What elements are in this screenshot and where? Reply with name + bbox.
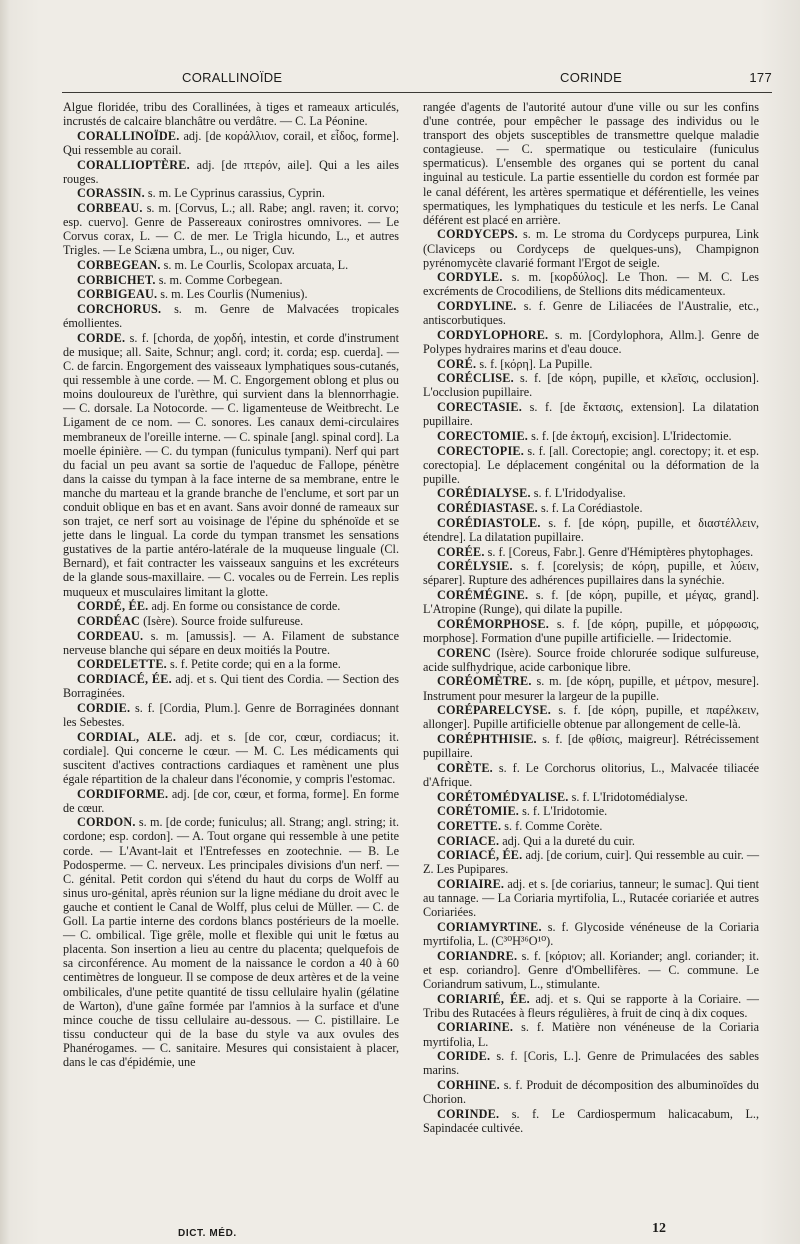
dictionary-entry [423, 804, 759, 818]
dictionary-entry [423, 834, 759, 848]
entry-definition: adj. [de κοράλλιον, corail, et εἶδος, forme]. Qui ressemble au corail. [63, 128, 399, 157]
entry-headword: CORÈTE. [437, 760, 493, 775]
dictionary-entry [423, 790, 759, 804]
left-running-head: CORALLINOÏDE [182, 70, 283, 85]
dictionary-entry [423, 328, 759, 356]
entry-headword: CORDYLE. [437, 270, 503, 285]
dictionary-entry [423, 949, 759, 991]
dictionary-entry [423, 761, 759, 789]
entry-definition: s. f. [de κόρη, pupille, et διαστέλλειν, étendre]. La dilatation pupillaire. [423, 515, 760, 544]
dictionary-entry [63, 302, 399, 330]
entry-headword: CORÉDIASTASE. [437, 501, 538, 516]
entry-headword: CORÉE. [437, 544, 485, 559]
entry-headword: CORDIFORME. [77, 786, 169, 801]
entry-headword: CORBIGEAU. [77, 287, 158, 302]
entry-definition: adj. et s. Qui se rapporte à la Coriaire. — Tribu des Rutacées à fleurs régulières, à fruit de cinq à dix coques. [423, 991, 759, 1020]
entry-definition: adj. [de corium, cuir]. Qui ressemble au cuir. — Z. Les Pupipares. [423, 848, 760, 877]
dictionary-entry [63, 186, 399, 200]
dictionary-entry [63, 730, 399, 786]
dictionary-entry [63, 815, 399, 1069]
dictionary-entry [423, 732, 759, 760]
entry-headword: CORIACÉ, ÉE. [437, 848, 523, 863]
right-column [423, 100, 759, 1136]
entry-definition: (Isère). Source froide sulfureuse. [143, 613, 304, 628]
entry-headword: CORBEAU. [77, 201, 143, 216]
entry-definition: s. f. Le Cardiospermum halicacabum, L., Sapindacée cultivée. [423, 1106, 759, 1135]
dictionary-entry [63, 614, 399, 628]
entry-headword: CORÉLYSIE. [437, 559, 513, 574]
entry-headword: CORÉMORPHOSE. [437, 616, 549, 631]
entry-definition: adj. et s. [de coriarius, tanneur; le sumac]. Qui tient au tannage. — La Coriaria myrtifolia, L., Rutacée coriariée et autres Coriariées. [423, 877, 759, 920]
entry-definition: Algue floridée, tribu des Corallinées, à tiges et rameaux articulés, incrustés de calcaire blanchâtre ou verdâtre. — C. La Péonine. [63, 100, 399, 129]
entry-headword: CORÉDIASTOLE. [437, 515, 541, 530]
entry-definition: (Isère). Source froide chlorurée sodique sulfureuse, acide sulfhydrique, acide carbonique libre. [423, 645, 759, 674]
entry-definition: s. f. [κόριον; all. Koriander; angl. coriander; it. et esp. coriandro]. Genre d'Ombellifères. — C. commune. Le Coriandrum sativum, L., stimulante. [423, 948, 759, 991]
entry-headword: CORINDE. [437, 1106, 500, 1121]
entry-headword: CORDÉAC [77, 613, 141, 628]
dictionary-entry [423, 1020, 759, 1048]
dictionary-entry [423, 516, 759, 544]
entry-headword: CORDIE. [77, 700, 131, 715]
entry-definition: s. f. [Coreus, Fabr.]. Genre d'Hémiptères phytophages. [487, 544, 754, 559]
dictionary-entry [63, 258, 399, 272]
entry-definition: s. f. [de ἐκτομή, excision]. L'Iridectomie. [531, 428, 732, 443]
entry-headword: CORECTOMIE. [437, 428, 529, 443]
dictionary-entry [63, 657, 399, 671]
entry-definition: adj. En forme ou consistance de corde. [151, 599, 341, 614]
entry-definition: s. m. Les Courlis (Numenius). [160, 287, 308, 302]
entry-headword: CORÉTOMÉDYALISE. [437, 789, 569, 804]
entry-headword: CORIAMYRTINE. [437, 919, 542, 934]
left-column [63, 100, 399, 1070]
entry-headword: CORDYCEPS. [437, 227, 518, 242]
entry-headword: CORIACE. [437, 833, 500, 848]
entry-definition: s. f. Produit de décomposition des albuminoïdes du Chorion. [423, 1077, 760, 1107]
dictionary-entry [63, 672, 399, 700]
entry-headword: CORDIACÉ, ÉE. [77, 672, 172, 687]
dictionary-entry [423, 920, 759, 948]
entry-headword: CORDÉ, ÉE. [77, 599, 149, 614]
entry-definition: s. m. [Corvus, L.; all. Rabe; angl. raven; it. corvo; esp. cuervo]. Genre de Passereaux conirostres omnivores. — Le Corvus corax, L. — C. de mer. Le Trigla hicundo, L., et autres Trigles. — Le Sciæna umbra, L., ou niger, Cuv. [63, 201, 400, 258]
entry-definition: s. m. Comme Corbegean. [158, 272, 283, 287]
entry-definition: s. m. Le Courlis, Scolopax arcuata, L. [163, 258, 349, 272]
entry-definition: s. m. Le Cyprinus carassius, Cyprin. [147, 186, 325, 201]
dictionary-entry [423, 992, 759, 1020]
entry-headword: CORDIAL, ALE. [77, 729, 177, 744]
dictionary-entry [423, 227, 759, 269]
entry-definition: s. f. Genre de Liliacées de l'Australie, etc., antiscorbutiques. [423, 299, 760, 328]
dictionary-entry [423, 1107, 759, 1135]
entry-definition: s. m. Genre de Malvacées tropicales émollientes. [63, 302, 400, 331]
dictionary-entry [63, 273, 399, 287]
entry-headword: CORÉDIALYSE. [437, 486, 531, 501]
entry-headword: CORBEGEAN. [77, 258, 161, 272]
entry-headword: CORHINE. [437, 1077, 500, 1092]
entry-definition: s. m. [amussis]. — A. Filament de substance nerveuse blanche qui sépare en deux moitiés la Poutre. [63, 628, 400, 657]
entry-definition: s. f. [de κόρη, pupille, et μόρφωσις, morphose]. Formation d'une pupille artificielle. — Iridectomie. [423, 616, 760, 645]
signature-mark: DICT. MÉD. [178, 1228, 237, 1239]
entry-definition: s. f. Le Corchorus olitorius, L., Malvacée tiliacée d'Afrique. [423, 760, 760, 789]
entry-definition: s. f. [corelysis; de κόρη, pupille, et λύειν, séparer]. Rupture des adhérences pupillaires dans la synéchie. [423, 559, 759, 588]
dictionary-entry [63, 629, 399, 657]
entry-headword: CORÉPHTHISIE. [437, 732, 537, 746]
entry-definition: adj. et s. [de cor, cœur, cordiacus; it. cordiale]. Qui concerne le cœur. — M. C. Les médicaments qui suscitent d'actives contractions cardiaques et ramènent une plus égale répartition de la chaleur dans l'économie, y compris l'estomac. [63, 729, 400, 786]
entry-definition: s. f. Comme Corète. [504, 818, 603, 833]
entry-definition: s. f. [de ἔκτασις, extension]. La dilatation pupillaire. [423, 400, 760, 429]
entry-definition: adj. [de πτερόν, aile]. Qui a les ailes rouges. [63, 157, 399, 186]
entry-definition: s. f. [Coris, L.]. Genre de Primulacées des sables marins. [423, 1049, 759, 1078]
entry-headword: CORCHORUS. [77, 302, 162, 317]
header-rule [62, 92, 772, 93]
entry-headword: CORDYLINE. [437, 299, 517, 314]
entry-headword: CORIDE. [437, 1049, 491, 1064]
entry-definition: s. f. [de κόρη, pupille, et μέγας, grand]. L'Atropine (Runge), qui dilate la pupille. [423, 588, 759, 617]
entry-definition: s. f. [Cordia, Plum.]. Genre de Borraginées donnant les Sebestes. [63, 700, 399, 729]
entry-headword: CORÉ. [437, 356, 477, 371]
entry-headword: CORECTOPIE. [437, 443, 524, 458]
dictionary-entry [423, 429, 759, 443]
dictionary-entry [423, 357, 759, 371]
entry-definition: s. f. [chorda, de χορδή, intestin, et corde d'instrument de musique; all. Saite, Schnur; angl. cord; it. corda; esp. cuerda]. — C. de farcin. Engorgement des vaisseaux lymphatiques sous-cutanés, qui ressemble à une corde. — M. C. Engorgement oblong et plus ou moins douloureux de l'urèthre, qui survient dans la blennorrhagie. — C. dorsale. La Notocorde. — C. ligamenteuse de Weitbrecht. Le Ligament de ce nom. — C. sonores. Les canaux demi-circulaires membraneux de l'oreille interne. — C. spinale [angl. spinal cord]. La moelle épinière. — C. du tympan (funiculus tympani). Nerf qui part du facial un peu avant sa sortie de l'aqueduc de Fallope, pénètre dans la caisse du tympan à la face interne de sa membrane, entre le manche du marteau et la grande branche de l'enclume, et sort par un conduit oblique en bas et en avant. Sans avoir donné de rameaux sur son trajet, ce nerf sort au voisinage de l'épine du sphénoïde et se jette dans le lingual. La corde du tympan transmet les sensations gustatives de la partie antéro-latérale de la muqueuse linguale (Cl. Bernard), et fait contracter les vaisseaux sanguins et les excréteurs de la glande sous-maxillaire. — C. vocales ou de Ferrein. Les replis muqueux et musculaires limitant la glotte. [63, 330, 399, 599]
entry-definition: adj. [de cor, cœur, et forma, forme]. En forme de cœur. [63, 786, 400, 815]
entry-headword: CORDE. [77, 330, 126, 345]
entry-headword: CORALLINOÏDE. [77, 128, 180, 143]
entry-headword: CORÉCLISE. [437, 371, 514, 386]
entry-definition: adj. Qui a la dureté du cuir. [502, 833, 635, 848]
dictionary-entry [423, 703, 759, 731]
dictionary-entry [423, 819, 759, 833]
entry-definition: s. f. L'Iridotomédialyse. [571, 789, 688, 804]
entry-headword: CORIAIRE. [437, 877, 505, 892]
entry-definition: s. m. Le stroma du Cordyceps purpurea, Link (Claviceps ou Cordyceps de quelques-uns), Champignon pyrénomycète clavarié formant l'Ergot de seigle. [423, 227, 760, 270]
dictionary-entry [63, 331, 399, 599]
dictionary-entry [63, 599, 399, 613]
entry-definition: s. f. [de φθίσις, maigreur]. Rétrécissement pupillaire. [423, 732, 759, 761]
dictionary-entry [63, 287, 399, 301]
dictionary-entry [423, 559, 759, 587]
entry-headword: CORBICHET. [77, 272, 156, 287]
entry-headword: CORÉTOMIE. [437, 804, 520, 819]
entry-definition: s. f. [κόρη]. La Pupille. [479, 356, 593, 371]
entry-headword: CORETTE. [437, 818, 502, 833]
entry-headword: CORDELETTE. [77, 657, 167, 672]
entry-definition: s. f. Matière non vénéneuse de la Coriaria myrtifolia, L. [423, 1020, 760, 1049]
entry-definition: s. f. [all. Corectopie; angl. corectopy; it. et esp. corectopia]. Le déplacement congénital ou la déformation de la pupille. [423, 443, 759, 486]
dictionary-entry [423, 486, 759, 500]
entry-headword: CORECTASIE. [437, 400, 522, 415]
page-number: 177 [749, 70, 772, 85]
entry-definition: s. f. La Corédiastole. [540, 501, 643, 516]
dictionary-entry [63, 701, 399, 729]
dictionary-entry [423, 877, 759, 919]
entry-headword: CORÉPARELCYSE. [437, 703, 551, 718]
entry-headword: CORALLIOPTÈRE. [77, 157, 190, 172]
entry-headword: CORENC [437, 645, 492, 660]
entry-definition: s. m. [κορδύλος]. Le Thon. — M. C. Les excréments de Crocodiliens, de Stellions dits médicamenteux. [423, 270, 760, 299]
entry-headword: CORDYLOPHORE. [437, 327, 549, 342]
entry-definition: adj. et s. Qui tient des Cordia. — Section des Borraginées. [63, 672, 400, 701]
dictionary-entry [423, 848, 759, 876]
entry-definition: s. m. [de κόρη, pupille, et μέτρον, mesure]. Instrument pour mesurer la largeur de la pupille. [423, 674, 759, 703]
entry-headword: CORIARINE. [437, 1020, 514, 1035]
entry-definition: s. f. [de κόρη, pupille, et κλεῖσις, occlusion]. L'occlusion pupillaire. [423, 371, 760, 400]
dictionary-entry [423, 617, 759, 645]
dictionary-entry [423, 371, 759, 399]
entry-definition: s. f. L'Iridotomie. [522, 804, 608, 819]
right-running-head: CORINDE [560, 70, 623, 85]
running-header [62, 70, 772, 92]
entry-headword: CORDON. [77, 815, 136, 830]
dictionary-entry [63, 129, 399, 157]
dictionary-entry [63, 201, 399, 257]
entry-definition: s. m. [de corde; funiculus; all. Strang; angl. string; it. cordone; esp. cordon]. — A. Tout organe qui ressemble à une petite corde. — L'Avant-lait et l'Entrefesses en zootechnie. — B. Le Podosperme. — C. nerveux. Les principales divisions d'un nerf. — C. génital. Petit cordon qui s'étend du haut du corps de Wolff au sinus uro-génital, après réunion sur la ligne médiane du droit avec le gauche et contient le Canal de Wolff, plus celui de Müller. — C. de Goll. La partie interne des cordons blancs postérieurs de la moelle. — C. ombilical. Tige grêle, molle et flexible qui unit le fœtus au placenta. Son insertion a lieu au centre du placenta; quelquefois de sa circonférence. Au moment de la naissance le cordon a 40 à 60 centimètres de longueur. Il se compose de deux artères et de la veine ombilicales, d'une petite quantité de tissu cellulaire hyalin (gélatine de Warton), d'une gaîne formée par l'amnios à la surface et d'une mince couche de tissu cellulaire au-dessous. — C. pistillaire. Le tissu conducteur qui de la base du style va aux ovules des Phanérogames. — C. sanitaire. Mesures qui consistaient à placer, dans le cas d'épidémie, une [63, 815, 399, 1069]
entry-headword: CORASSIN. [77, 186, 145, 201]
dictionary-entry [423, 444, 759, 486]
entry-headword: CORDEAU. [77, 628, 144, 643]
dictionary-entry [423, 1049, 759, 1077]
sheet-number: 12 [652, 1221, 666, 1236]
entry-definition: rangée d'agents de l'autorité autour d'une ville ou sur les confins d'une contrée, pour empêcher le passage des individus ou le transport des objets susceptibles de transmettre quelque maladie contagieuse. — C. spermatique ou testiculaire (funiculus spermaticus). L'ensemble des organes qui se portent du canal inguinal au testicule. La partie essentielle du cordon est formée par le canal déférent, les artères spermatique et déférentielle, les veines spermatiques, les lymphatiques du testicule et les nerfs. Le Canal déférent est placé en arrière. [423, 100, 759, 227]
entry-headword: CORIARIÉ, ÉE. [437, 991, 530, 1006]
dictionary-entry [423, 646, 759, 674]
entry-headword: CORÉMÉGINE. [437, 588, 529, 603]
entry-headword: CORÉOMÈTRE. [437, 674, 532, 689]
dictionary-entry [423, 270, 759, 298]
dictionary-entry [423, 588, 759, 616]
entry-definition: s. f. Petite corde; qui en a la forme. [169, 657, 341, 672]
dictionary-entry [423, 674, 759, 702]
dictionary-entry [423, 400, 759, 428]
dictionary-entry [423, 100, 759, 227]
dictionary-entry [63, 100, 399, 128]
entry-definition: s. f. L'Iridodyalise. [533, 486, 626, 501]
dictionary-entry [423, 299, 759, 327]
entry-definition: s. f. Glycoside vénéneuse de la Coriaria myrtifolia, L. (C³⁰H³⁶O¹⁰). [423, 919, 760, 949]
dictionary-entry [63, 158, 399, 186]
dictionary-entry [423, 545, 759, 559]
entry-definition: s. f. [de κόρη, pupille, et παρέλκειν, allonger]. Pupille artificielle obtenue par allongement de celle-là. [423, 703, 759, 732]
entry-definition: s. m. [Cordylophora, Allm.]. Genre de Polypes hydraires marins et d'eau douce. [423, 327, 760, 356]
dictionary-entry [63, 787, 399, 815]
dictionary-entry [423, 501, 759, 515]
entry-headword: CORIANDRE. [437, 948, 518, 963]
dictionary-entry [423, 1078, 759, 1106]
